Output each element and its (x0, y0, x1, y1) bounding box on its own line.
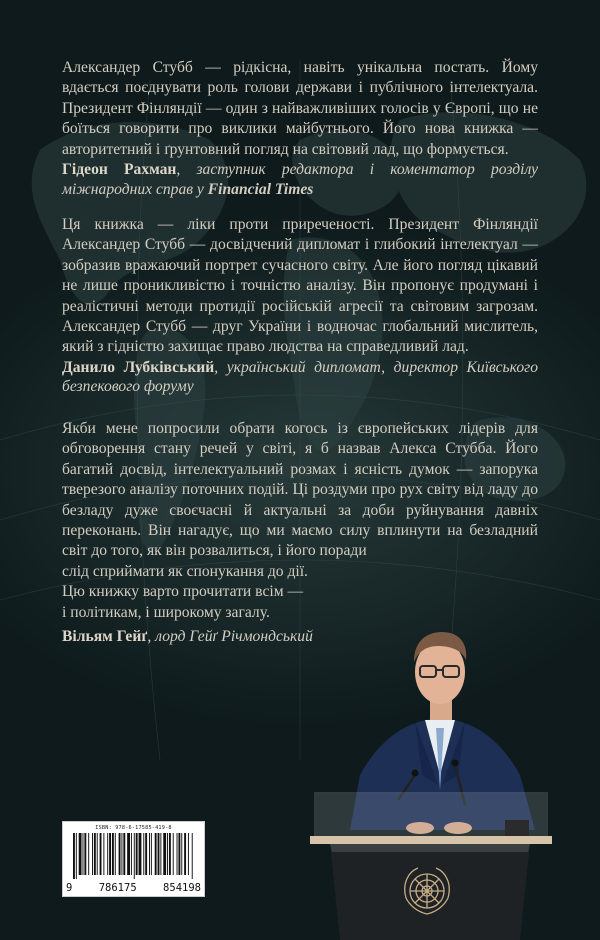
barcode-bar (134, 833, 135, 879)
quote-author-role: заступник редактора і коментатор розділу міжнародних справ у (62, 161, 538, 198)
barcode-bar (163, 833, 166, 875)
barcode-bar (149, 833, 150, 875)
quote-attribution: Данило Лубківський, український дипломат, директор Київського безпекового форуму (62, 358, 538, 396)
barcode-bar (139, 833, 142, 875)
barcode-digit-group: 9 (66, 882, 73, 894)
quote-text-line: слід сприймати як спонукання до дії. (62, 562, 308, 580)
quote-attribution: Вільям Гейґ, лорд Гейґ Річмондський (62, 628, 313, 646)
barcode-bar (169, 833, 171, 875)
isbn-label: ISBN: 978-6-17585-419-8 (95, 825, 172, 831)
barcode-digit-group: 786175 (98, 882, 137, 894)
quote-author: Данило Лубківський (62, 358, 215, 376)
barcode-bar (112, 833, 114, 875)
barcode-digit-group: 854198 (163, 882, 201, 894)
barcode-bar (181, 833, 182, 875)
barcode-bar (119, 833, 121, 875)
barcode-bar (73, 833, 75, 879)
barcode-bar (143, 833, 144, 875)
barcode-bar (79, 833, 82, 875)
barcode-bar (100, 833, 102, 875)
barcode-bar (167, 833, 168, 875)
barcode-bar (158, 833, 160, 875)
barcode-bar (177, 833, 178, 875)
barcode-bar (109, 833, 111, 875)
barcode-bar (107, 833, 108, 875)
barcode-bar (192, 833, 193, 879)
quote-text: Александер Стубб — рідкісна, навіть унікальна постать. Йому вдається поєднувати роль голови держави і публічного інтелектуала. Президент Фінляндії — один з найважливіших голосів у Європі, що не боїться говорити про виклики майбутнього. Його нова книжка — авторитетний і ґрунтовний погляд на світовий лад, що формується. (62, 59, 538, 158)
barcode-bar (76, 833, 77, 879)
quote-text-line: і політикам, і широкому загалу. (62, 603, 270, 621)
barcode-bar (123, 833, 125, 875)
quote-text: Якби мене попросили обрати когось із європейських лідерів для обговорення стану речей у світі, я б назвав Алекса Стубба. Його багатий досвід, інтелектуальний розмах і ясність думок — запорука тверезого аналізу поточних подій. Ці роздуми про рух світу від ладу до безладу дуже своєчасні й актуальні за доби руйнування давніх переконань. Він нагадує, що ми маємо силу вплинути на безладний світ до того, як він розвалиться, і його поради (62, 420, 538, 560)
barcode-bar (84, 833, 86, 875)
un-emblem-icon (398, 862, 456, 920)
barcode-bar (184, 833, 186, 875)
quote-author-role: лорд Гейґ Річмондський (155, 628, 313, 646)
barcode-bar (131, 833, 132, 875)
quote-2 (62, 215, 538, 397)
barcode-bar (115, 833, 116, 875)
publication-name: Financial Times (207, 180, 314, 198)
quote-text: Ця книжка — ліки проти приреченості. Президент Фінляндії Александер Стубб — досвідчений дипломат і глибокий інтелектуал — зобразив вражаючий портрет сучасного світу. Але його погляд цікавий не лише проникливістю і точністю аналізу. Він пропонує продумані і реалістичні методи протидії російській агресії та світовим загрозам. Александер Стубб — друг України і водночас глобальний мислитель, який з гідністю захищає право людства на справедливий лад. (62, 216, 538, 356)
barcode-bar (88, 833, 89, 875)
quote-author-role: український дипломат, директор Київського безпекового форуму (62, 358, 538, 396)
barcode-bar (127, 833, 130, 875)
barcode-bar (155, 833, 157, 875)
barcode-bar (151, 833, 152, 875)
isbn-barcode (62, 821, 205, 897)
quote-author: Гідеон Рахман (62, 161, 177, 179)
barcode-bar (94, 833, 96, 875)
barcode-bar (83, 833, 84, 875)
barcode-bar (145, 833, 147, 875)
barcode-bar (121, 833, 122, 875)
quote-attribution: Гідеон Рахман, заступник редактора і коментатор розділу міжнародних справ у Financial Times (62, 161, 538, 198)
barcode-bar (136, 833, 138, 875)
barcode-bar (178, 833, 180, 875)
barcode-bar (188, 833, 189, 875)
barcode-bar (92, 833, 93, 875)
barcode-bar (173, 833, 174, 875)
barcode-bars (71, 833, 196, 879)
barcode-bar (97, 833, 98, 875)
quote-author: Вільям Гейґ (62, 628, 148, 646)
quote-text-line: Цю книжку варто прочитати всім — (62, 583, 304, 601)
quote-1 (62, 58, 538, 199)
barcode-bar (103, 833, 104, 875)
barcode-bar (160, 833, 161, 875)
barcode-digits (66, 882, 201, 894)
